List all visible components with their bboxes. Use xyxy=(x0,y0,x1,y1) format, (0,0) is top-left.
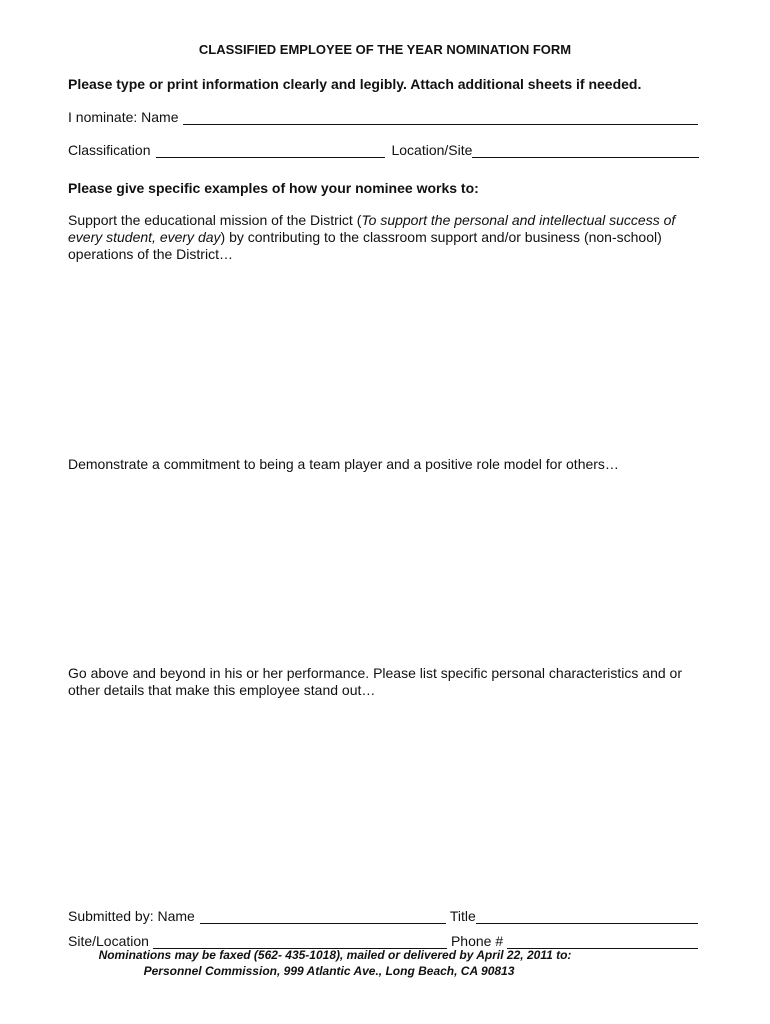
question-team-player: Demonstrate a commitment to being a team player and a positive role model for others… xyxy=(68,456,619,472)
question-educational-mission xyxy=(68,212,708,263)
title-label: Title xyxy=(449,908,476,924)
answer-educational-mission[interactable] xyxy=(66,268,704,452)
nominee-name-label: I nominate: Name xyxy=(68,109,179,125)
submission-address: Personnel Commission, 999 Atlantic Ave., Long Beach, CA 90813 xyxy=(143,964,515,978)
site-location-line xyxy=(153,932,447,949)
submitted-by-line xyxy=(200,907,446,924)
classification-line xyxy=(156,141,385,158)
location-site-label: Location/Site xyxy=(391,142,473,158)
nominee-name-line xyxy=(183,108,699,125)
location-site-line xyxy=(472,141,699,158)
submitted-by-name-input[interactable] xyxy=(200,908,446,924)
q1-text-start: Support the educational mission of the District ( xyxy=(68,212,362,228)
q1-district-motto: To support the personal and intellectual success of every student, every day xyxy=(68,212,676,245)
classification-location-row xyxy=(68,141,699,158)
submission-instructions: Nominations may be faxed (562- 435-1018), mailed or delivered by April 22, 2011 to: xyxy=(98,948,572,962)
title-line xyxy=(476,907,698,924)
site-phone-row xyxy=(68,932,698,949)
nominee-name-row xyxy=(68,108,698,125)
answer-above-beyond[interactable] xyxy=(66,704,704,898)
answer-team-player[interactable] xyxy=(66,478,704,662)
nominee-name-input[interactable] xyxy=(183,109,699,125)
q1-text-end: ) by contributing to the classroom support and/or business (non-school) operations of the District… xyxy=(68,229,662,262)
phone-line xyxy=(507,932,698,949)
submitted-by-row xyxy=(68,907,698,924)
form-title: CLASSIFIED EMPLOYEE OF THE YEAR NOMINATION FORM xyxy=(198,42,572,57)
classification-input[interactable] xyxy=(156,142,385,158)
examples-heading: Please give specific examples of how your nominee works to: xyxy=(68,180,479,196)
site-location-input[interactable] xyxy=(153,933,447,949)
site-location-label: Site/Location xyxy=(68,933,149,949)
location-site-input[interactable] xyxy=(472,142,699,158)
title-input[interactable] xyxy=(476,908,698,924)
phone-input[interactable] xyxy=(507,933,698,949)
submitted-by-label: Submitted by: Name xyxy=(68,908,195,924)
question-above-beyond: Go above and beyond in his or her performance. Please list specific personal characteristics and or other details that make this employee stand out… xyxy=(68,665,682,698)
instructions-text: Please type or print information clearly and legibly. Attach additional sheets if needed. xyxy=(68,76,642,92)
phone-label: Phone # xyxy=(450,933,504,949)
classification-label: Classification xyxy=(68,142,151,158)
